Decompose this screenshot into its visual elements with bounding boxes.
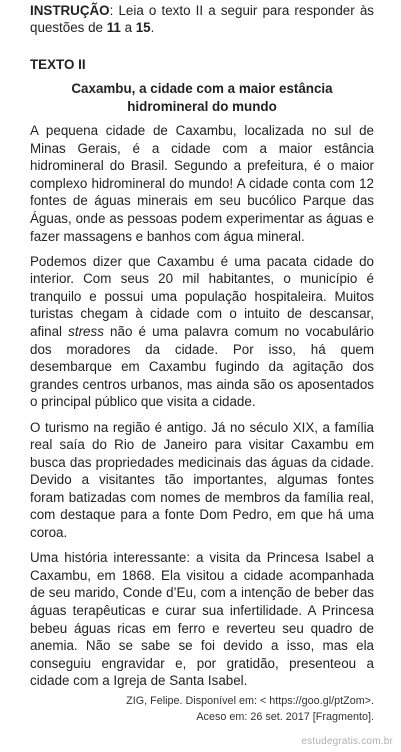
paragraph-2-part-b: não é uma palavra comum no vocabulário dos moradores da cidade. Por isso, há quem desembarque em Caxambu fugindo da agitação dos grandes centros urbanos, mas ainda são os aposentados o principal público que visita a cidade. [30, 324, 375, 410]
text-body [30, 122, 374, 697]
paragraph-2 [30, 253, 374, 411]
instruction-question-start: 11 [106, 20, 121, 35]
instruction-question-end: 15 [135, 20, 151, 35]
instruction [30, 2, 374, 36]
citation-line-2: Aceso em: 26 set. 2017 [Fragmento]. [196, 710, 374, 723]
text-title: Caxambu, a cidade com a maior estância hidromineral do mundo [71, 81, 333, 114]
paragraph-3: O turismo na região é antigo. Já no século XIX, a família real saía do Rio de Janeiro para visitar Caxambu em busca das propriedades medicinais das águas da cidade. Devido a visitantes tão importantes, algumas fontes foram batizadas com nomes de membros da família real, com destaque para a fonte Dom Pedro, em que há uma coroa. [30, 419, 374, 541]
paragraph-4: Uma história interessante: a visita da Princesa Isabel a Caxambu, em 1868. Ela visitou a cidade acompanhada de seu marido, Conde d’Eu, com a intenção de beber das águas terapêuticas e curar sua infertilidade. A Princesa bebeu águas ricas em ferro e reverteu seu quadro de anemia. Não se sabe se foi devido a isso, mas ela conseguiu engravidar e, por gratidão, presenteou a cidade com a Igreja de Santa Isabel. [30, 550, 374, 689]
watermark: estudegratis.com.br [301, 736, 393, 747]
paragraph-2-stress: stress [68, 324, 104, 340]
citation [30, 694, 374, 725]
paragraph-1: A pequena cidade de Caxambu, localizada no sul de Minas Gerais, é a cidade com a maior estância hidromineral do Brasil. Segundo a prefeitura, é o maior complexo hidromineral do mundo! A cidade conta com 12 fontes de águas minerais em seu bucólico Parque das Águas, onde as pessoas podem experimentar as águas e fazer massagens e banhos com água mineral. [30, 123, 374, 244]
text-label: TEXTO II [30, 57, 86, 72]
instruction-label: INSTRUÇÃO [30, 3, 110, 18]
paragraph-2-part-a: Podemos dizer que Caxambu é uma pacata cidade do interior. Com seus 20 mil habitantes, o município é tranquilo e possui uma população hospitaleira. Muitos turistas chegam à cidade com o intuito de descansar, afinal [30, 253, 374, 340]
citation-line-1: ZIG, Felipe. Disponível em: < https://goo.gl/ptZom>. [126, 695, 374, 707]
instruction-text-c: . [150, 20, 155, 35]
instruction-text-a: : Leia o texto II a seguir para responder às questões de [30, 3, 374, 35]
instruction-text-b: a [120, 20, 136, 35]
